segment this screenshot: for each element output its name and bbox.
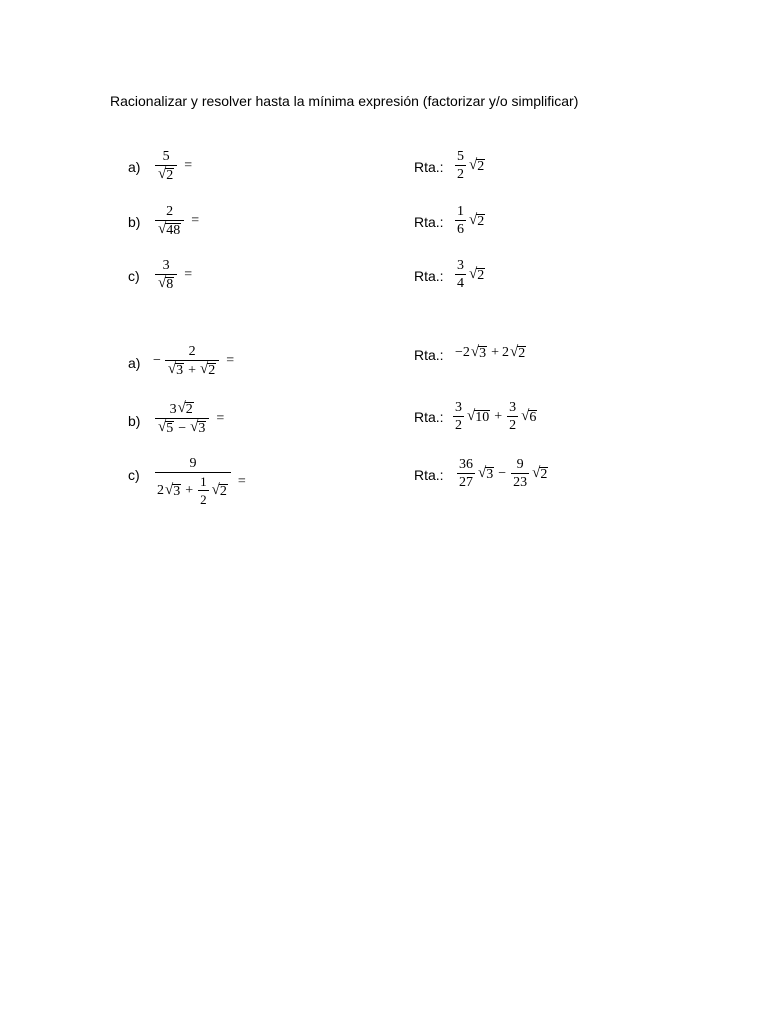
problem-2b-expression: 3 √ 2 √ 5 − √ 3 = — [153, 401, 224, 436]
sqrt-symbol: √ 3 — [167, 361, 184, 378]
page-title: Racionalizar y resolver hasta la mínima expresión (factorizar y/o simplificar) — [110, 93, 579, 109]
sqrt-symbol: √ 3 — [165, 481, 181, 499]
sqrt-symbol: √ 48 — [158, 221, 181, 238]
problem-label-1a: a) — [128, 159, 141, 175]
problem-2a-expression: − 2 √ 3 + √ 2 = — [153, 344, 235, 378]
problem-label-1b: b) — [128, 214, 141, 230]
problem-label-2b: b) — [128, 413, 141, 429]
sqrt-symbol: √ 2 — [469, 211, 485, 229]
answer-label-1b: Rta.: — [414, 214, 444, 230]
answer-1c-expression: $\frac{3}{4}$ √ 2 — [457, 258, 485, 291]
answer-label-2b: Rta.: — [414, 409, 444, 425]
problem-1a-expression: 5 √ 2 = — [153, 149, 192, 183]
answer-2a-expression: −2 √ 3 + 2 √ 2 — [455, 344, 526, 361]
sqrt-symbol: √ 2 — [469, 156, 485, 174]
sqrt-symbol: √ 3 — [478, 464, 494, 482]
sqrt-symbol: √ 2 — [177, 400, 193, 417]
sqrt-symbol: √ 10 — [467, 407, 490, 425]
sqrt-symbol: √ 5 — [158, 419, 174, 436]
sqrt-symbol: √ 2 — [200, 361, 216, 378]
problem-label-2a: a) — [128, 355, 141, 371]
problem-1c-expression: 3 √ 8 = — [153, 258, 192, 292]
sqrt-symbol: √ 2 — [532, 464, 548, 482]
problem-1b-expression: 2 √ 48 = — [153, 204, 199, 238]
answer-label-2a: Rta.: — [414, 347, 444, 363]
sqrt-symbol: √ 2 — [469, 265, 485, 283]
answer-1a-expression: $\frac{5}{2}$ √ 2 — [457, 149, 485, 182]
sqrt-symbol: √ 2 — [510, 344, 526, 361]
answer-2b-expression: $\frac{3}{2}$ √ 10 + $\frac{3}{2}$ √ 6 — [455, 400, 537, 433]
problem-2c-expression: 9 2 √ 3 + $\frac{1}{2}$ √ 2 = — [157, 456, 246, 507]
answer-1b-expression: $\frac{1}{6}$ √ 2 — [457, 204, 485, 237]
answer-2c-expression: $\frac{36}{27}$ √ 3 − $\frac{9}{23}$ √ 2 — [459, 457, 548, 490]
sqrt-symbol: √ 8 — [158, 275, 174, 292]
answer-label-2c: Rta.: — [414, 467, 444, 483]
problem-label-2c: c) — [128, 467, 140, 483]
sqrt-symbol: √ 3 — [470, 344, 487, 361]
problem-label-1c: c) — [128, 268, 140, 284]
sqrt-symbol: √ 2 — [211, 481, 227, 499]
sqrt-symbol: √ 6 — [521, 407, 537, 425]
sqrt-symbol: √ 2 — [158, 166, 174, 183]
answer-label-1c: Rta.: — [414, 268, 444, 284]
fraction: 5 √ 2 — [155, 149, 177, 183]
sqrt-symbol: √ 3 — [190, 419, 206, 436]
answer-label-1a: Rta.: — [414, 159, 444, 175]
